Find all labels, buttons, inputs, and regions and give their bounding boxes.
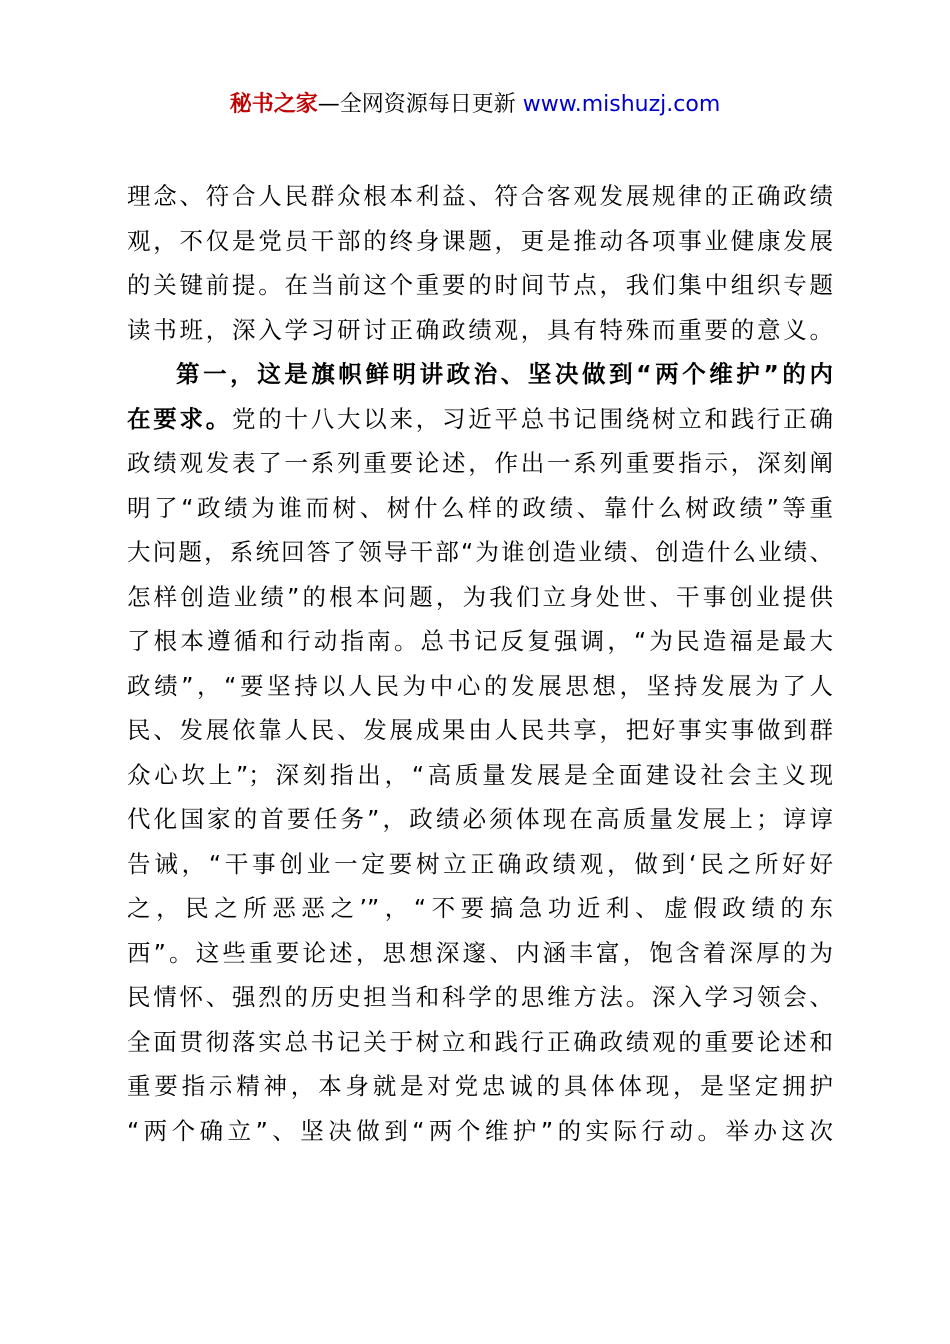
line-text: 代化国家的首要任务”，政绩必须体现在高质量发展上；谆谆	[127, 805, 833, 833]
text-line	[127, 530, 833, 575]
text-line	[127, 1020, 833, 1065]
line-text: 观，不仅是党员干部的终身课题，更是推动各项事业健康发展	[127, 226, 833, 255]
text-line	[127, 708, 833, 753]
line-text: 读书班，深入学习研讨正确政绩观，具有特殊而重要的意义。	[127, 315, 833, 344]
section-heading: 第一，这是旗帜鲜明讲政治、坚决做到“两个维护”的内	[176, 360, 833, 388]
line-text: 民、发展依靠人民、发展成果由人民共享，把好事实事做到群	[127, 716, 833, 744]
line-text: 怎样创造业绩”的根本问题，为我们立身处世、干事创业提供	[127, 582, 833, 611]
text-line	[127, 842, 833, 887]
header-tagline: —全网资源每日更新	[317, 92, 523, 117]
text-line	[127, 308, 833, 353]
text-line	[127, 575, 833, 620]
line-text: 党的十八大以来，习近平总书记围绕树立和践行正确	[232, 404, 833, 433]
text-line	[127, 1064, 833, 1109]
line-text: 西”。这些重要论述，思想深邃、内涵丰富，饱含着深厚的为	[127, 938, 833, 967]
text-line	[127, 1109, 833, 1154]
line-text: “两个确立”、坚决做到“两个维护”的实际行动。举办这次	[127, 1116, 833, 1145]
text-line	[127, 975, 833, 1020]
line-text: 全面贯彻落实总书记关于树立和践行正确政绩观的重要论述和	[127, 1027, 833, 1056]
brand-name: 秘书之家	[229, 92, 318, 117]
page-header	[0, 88, 950, 122]
text-line	[127, 931, 833, 976]
line-text: 明了“政绩为谁而树、树什么样的政绩、靠什么树政绩”等重	[127, 493, 833, 522]
line-text: 的关键前提。在当前这个重要的时间节点，我们集中组织专题	[127, 271, 833, 299]
site-url[interactable]: www.mishuzj.com	[522, 92, 721, 117]
text-line	[127, 753, 833, 798]
document-body	[127, 174, 833, 1153]
line-text: 政绩观发表了一系列重要论述，作出一系列重要指示，深刻阐	[127, 449, 833, 477]
line-text: 理念、符合人民群众根本利益、符合客观发展规律的正确政绩	[127, 182, 833, 210]
text-line	[127, 664, 833, 709]
text-line	[127, 619, 833, 664]
text-line	[127, 397, 833, 442]
text-line	[127, 441, 833, 486]
text-line	[127, 219, 833, 264]
line-text: 之，民之所恶恶之’”，“不要搞急功近利、虚假政绩的东	[127, 894, 833, 922]
line-text: 大问题，系统回答了领导干部“为谁创造业绩、创造什么业绩、	[127, 538, 833, 566]
text-line	[127, 174, 833, 219]
line-text: 政绩”，“要坚持以人民为中心的发展思想，坚持发展为了人	[127, 671, 833, 700]
line-text: 民情怀、强烈的历史担当和科学的思维方法。深入学习领会、	[127, 983, 833, 1011]
line-text: 众心坎上”；深刻指出，“高质量发展是全面建设社会主义现	[127, 760, 833, 789]
text-line	[127, 886, 833, 931]
text-line	[127, 797, 833, 842]
line-text: 重要指示精神，本身就是对党忠诚的具体体现，是坚定拥护	[127, 1072, 833, 1100]
section-heading-line	[127, 352, 833, 397]
text-line	[127, 263, 833, 308]
section-heading-end: 在要求。	[127, 404, 232, 433]
text-line	[127, 486, 833, 531]
line-text: 了根本遵循和行动指南。总书记反复强调，“为民造福是最大	[127, 627, 833, 655]
line-text: 告诫，“干事创业一定要树立正确政绩观，做到‘民之所好好	[127, 849, 833, 878]
